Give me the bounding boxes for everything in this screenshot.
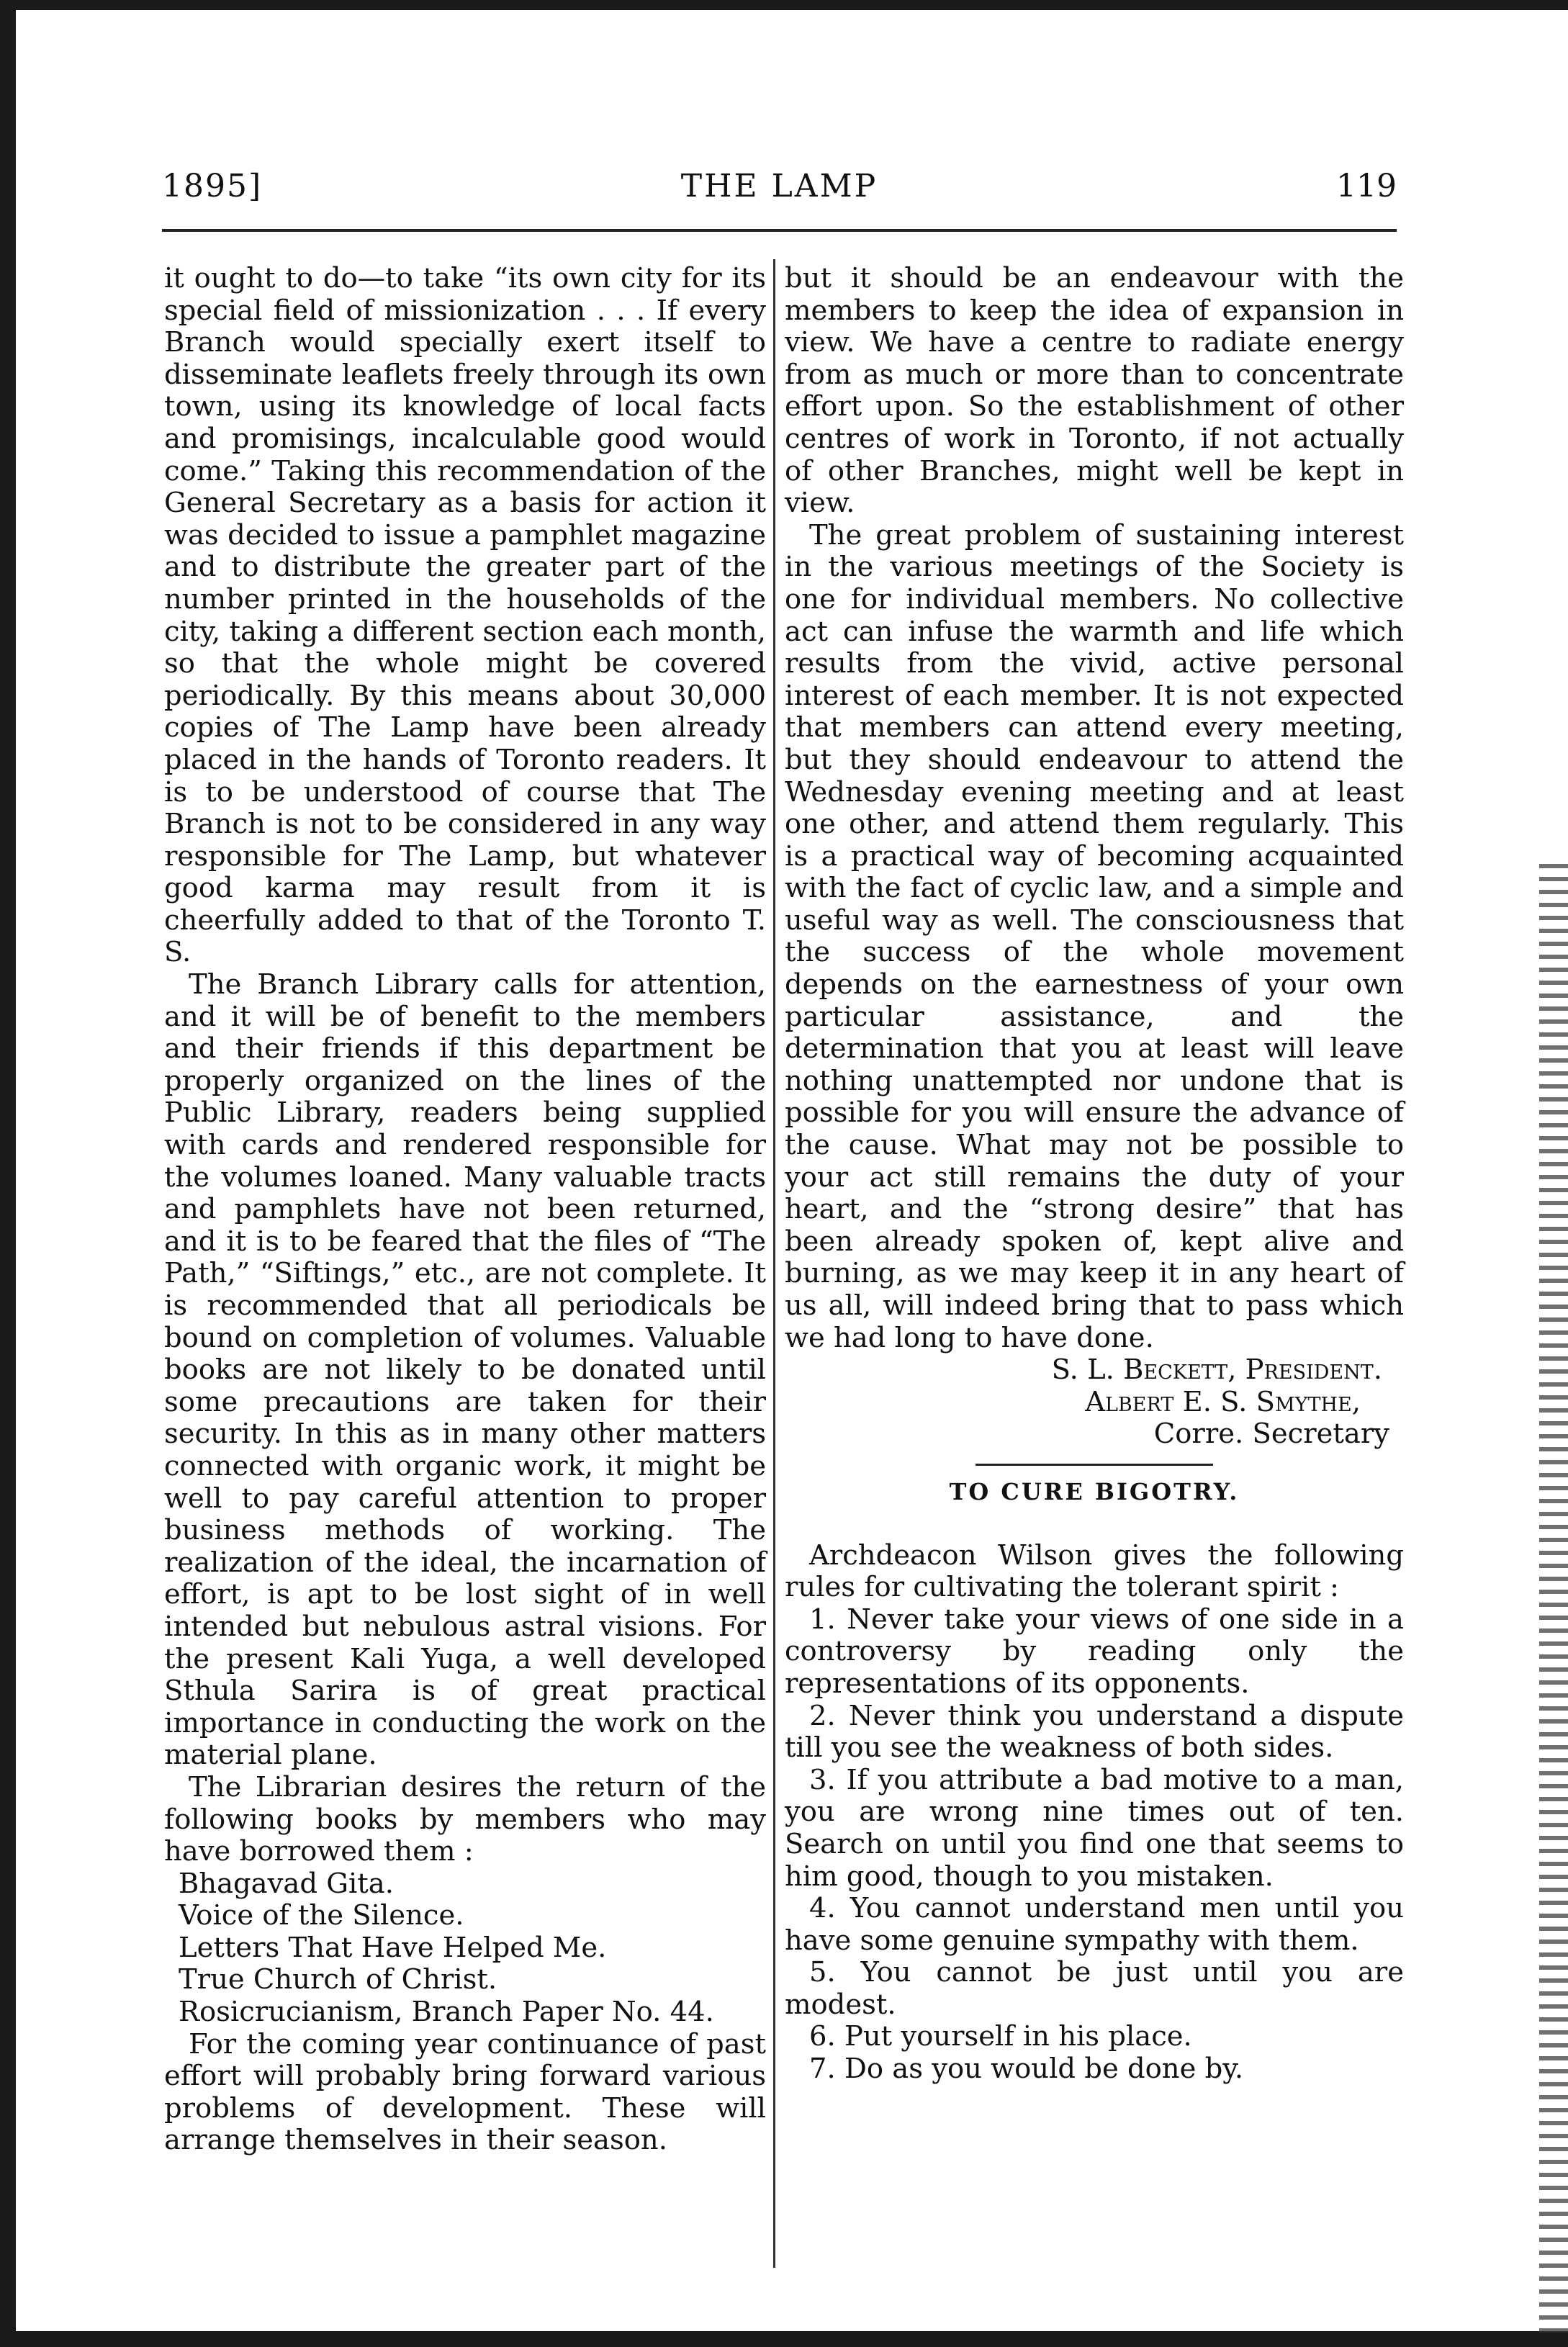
scan-edge-left (0, 0, 16, 2347)
section-title: TO CURE BIGOTRY. (949, 1477, 1240, 1505)
book-item: Voice of the Silence. (179, 1899, 464, 1932)
header-rule (162, 229, 1397, 232)
scan-edge-top (0, 0, 1568, 10)
left-paragraph-2: The Branch Library calls for attention, and it will be of benefit to the members and their friends if this department be properly organized on the lines of the Public Library, readers being supplied with cards and rendered responsible for the volumes loaned. Many valuable tracts and pamphlets have not been returned, and it is to be feared that the files of “The Path,” “Siftings,” etc., are not complete. It is recommended that all periodicals be bound on completion of volumes. Valuable books are not likely to be donated until some precautions are taken for their security. In this as in many other matters connected with organic work, it might be well to pay careful attention to proper business methods of working. The realization of the ideal, the incarnation of effort, is apt to be lost sight of in well intended but nebulous astral visions. For the present Kali Yuga, a well developed Sthula Sarira is of great practical importance in conducting the work on the material plane. (164, 968, 766, 1772)
left-paragraph-1: it ought to do—to take “its own city for its special field of missionization . . . If every Branch would specially exert itself to disseminate leaflets freely through its own town, using its knowledge of local facts and promisings, incalculable good would come.” Taking this recommendation of the General Secretary as a basis for action it was decided to issue a pamphlet magazine and to distribute the greater part of the number printed in the households of the city, taking a different section each month, so that the whole might be covered periodically. By this means about 30,000 copies of The Lamp have been already placed in the hands of Toronto readers. It is to be understood of course that The Branch is not to be considered in any way responsible for The Lamp, but whatever good karma may result from it is cheerfully added to that of the Toronto T. S. (164, 262, 766, 969)
signature-president: S. L. Beckett, President. (1051, 1353, 1382, 1387)
signature-secretary: Albert E. S. Smythe, (1085, 1385, 1361, 1418)
rule-item: 7. Do as you would be done by. (809, 2053, 1244, 2086)
right-paragraph-2: The great problem of sustaining interest in the various meetings of the Society is one for individual members. No collective act can infuse the warmth and life which results from the vivid, active personal interest of each member. It is not expected that members can attend every meeting, but they should endeavour to attend the Wednesday evening meeting and at least one other, and attend them regularly. This is a practical way of becoming acquainted with the fact of cyclic law, and a simple and useful way as well. The consciousness that the success of the whole movement depends on the earnestness of your own particular assistance, and the determination that you at least will leave nothing unattempted nor undone that is possible for you will ensure the advance of the cause. What may not be possible to your act still remains the duty of your heart, and the “strong desire” that has been already spoken of, kept alive and burning, as we may keep it in any heart of us all, will indeed bring that to pass which we had long to have done. (785, 518, 1404, 1354)
rule-item: 4. You cannot understand men until you have some genuine sympathy with them. (785, 1892, 1404, 1957)
scan-edge-right (1539, 864, 1568, 2333)
rule-item: 2. Never think you understand a dispute till you see the weakness of both sides. (785, 1699, 1404, 1765)
book-item: Letters That Have Helped Me. (179, 1931, 607, 1964)
column-divider (773, 259, 775, 2268)
book-item: Bhagavad Gita. (179, 1867, 394, 1900)
right-paragraph-1: but it should be an endeavour with the members to keep the idea of expansion in view. We have a centre to radiate energy from as much or more than to concentrate effort upon. So the establishment of other centres of work in Toronto, if not actually of other Branches, might well be kept in view. (785, 262, 1404, 520)
page-header (162, 162, 1397, 212)
left-closing-paragraph: For the coming year continuance of past effort will probably bring forward various problems of development. These will arrange themselves in their season. (164, 2027, 766, 2157)
left-paragraph-3: The Librarian desires the return of the following books by members who may have borrowed them : (164, 1770, 766, 1868)
page-number: 119 (1336, 168, 1397, 204)
right-column (785, 263, 1404, 2086)
signature-role: Corre. Secretary (1153, 1418, 1389, 1451)
rule-item: 1. Never take your views of one side in a controversy by reading only the representations of its opponents. (785, 1603, 1404, 1700)
book-item: True Church of Christ. (179, 1963, 497, 1996)
scan-edge-bottom (16, 2331, 1568, 2347)
header-title: THE LAMP (680, 168, 878, 204)
rule-item: 3. If you attribute a bad motive to a man, you are wrong nine times out of ten. Search on until you find one that seems to him good, though to you mistaken. (785, 1763, 1404, 1893)
rule-item: 5. You cannot be just until you are modest. (785, 1956, 1404, 2021)
book-item: Rosicrucianism, Branch Paper No. 44. (179, 1996, 714, 2029)
section-divider (976, 1464, 1213, 1466)
left-column (164, 263, 766, 2157)
section-intro: Archdeacon Wilson gives the following rules for cultivating the tolerant spirit : (785, 1539, 1404, 1604)
book-list (164, 1868, 766, 2029)
rule-item: 6. Put yourself in his place. (809, 2020, 1192, 2053)
header-year: 1895] (162, 168, 263, 204)
